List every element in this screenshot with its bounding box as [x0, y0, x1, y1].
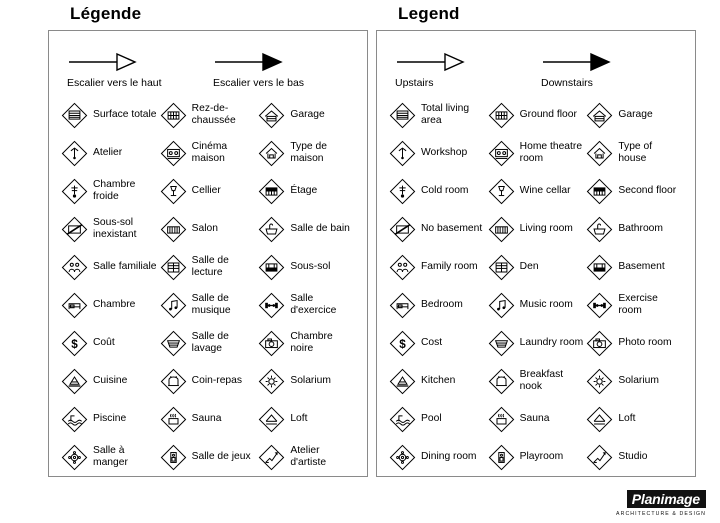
cost-icon	[389, 330, 416, 357]
wine-cellar-icon	[488, 178, 515, 205]
photo-room-icon	[258, 330, 285, 357]
cost-icon	[61, 330, 88, 357]
laundry-room-icon	[488, 330, 515, 357]
legend-item	[586, 135, 683, 171]
cold-room-icon	[389, 178, 416, 205]
laundry-room-icon	[160, 330, 187, 357]
legend-item	[389, 401, 486, 437]
family-room-icon	[61, 254, 88, 281]
basement-icon	[258, 254, 285, 281]
legend-item-label: Second floor	[618, 185, 677, 197]
music-room-icon	[488, 292, 515, 319]
legend-item	[160, 211, 257, 247]
legend-item-label: Cellier	[191, 185, 221, 197]
legend-item-label: Laundry room	[519, 337, 584, 349]
legend-item-label: Type of house	[618, 141, 653, 165]
breakfast-nook-icon	[160, 368, 187, 395]
legend-item	[258, 211, 355, 247]
legend-item	[389, 325, 486, 361]
legend-item	[258, 97, 355, 133]
no-basement-icon	[61, 216, 88, 243]
stairs-up-en	[395, 51, 523, 89]
wine-cellar-icon	[160, 178, 187, 205]
stairs-down-fr	[213, 51, 341, 89]
legend-item	[258, 135, 355, 171]
legend-item	[488, 363, 585, 399]
pool-icon	[61, 406, 88, 433]
legend-item	[258, 401, 355, 437]
legend-item-label: Coût	[93, 337, 115, 349]
legend-item-label: Atelier d'artiste	[290, 445, 327, 469]
type-of-house-icon	[258, 140, 285, 167]
svg-text:$: $	[399, 337, 406, 351]
kitchen-icon	[61, 368, 88, 395]
legend-item-label: Sauna	[519, 413, 550, 425]
legend-item-label: Sous-sol inexistant	[93, 217, 137, 241]
ground-floor-icon	[488, 102, 515, 129]
legend-item-label: Cinéma maison	[191, 141, 228, 165]
legend-item-label: Workshop	[421, 147, 468, 159]
basement-icon	[586, 254, 613, 281]
bedroom-icon	[389, 292, 416, 319]
legend-item-label: Salle de lavage	[191, 331, 229, 355]
photo-room-icon	[586, 330, 613, 357]
stairs-row-fr	[67, 51, 355, 89]
sauna-icon	[160, 406, 187, 433]
family-room-icon	[389, 254, 416, 281]
arrow-outline-up-icon	[395, 51, 523, 75]
legend-item-label: Salon	[191, 223, 218, 235]
legend-item-label: Den	[519, 261, 539, 273]
legend-item-label: Bedroom	[421, 299, 463, 311]
workshop-icon	[61, 140, 88, 167]
loft-icon	[258, 406, 285, 433]
legend-item-label: Exercise room	[618, 293, 658, 317]
legend-item-label: Kitchen	[421, 375, 456, 387]
legend-item	[586, 363, 683, 399]
legend-item	[586, 97, 683, 133]
page-title-en: Legend	[398, 4, 460, 23]
legend-item-label: Cost	[421, 337, 443, 349]
legend-item	[61, 439, 158, 475]
bedroom-icon	[61, 292, 88, 319]
legend-item-label: Salle de musique	[191, 293, 231, 317]
dining-room-icon	[389, 444, 416, 471]
legend-item-label: Solarium	[290, 375, 331, 387]
legend-item	[61, 287, 158, 323]
den-icon	[160, 254, 187, 281]
legend-item-label: Salle de lecture	[191, 255, 229, 279]
legend-item-label: Home theatre room	[519, 141, 583, 165]
legend-item	[488, 439, 585, 475]
legend-item-label: Photo room	[618, 337, 672, 349]
legend-item	[258, 363, 355, 399]
stairs-down-label-fr: Escalier vers le bas	[213, 77, 305, 89]
legend-item-label: Chambre froide	[93, 179, 136, 203]
legend-item	[258, 249, 355, 285]
stairs-up-label-fr: Escalier vers le haut	[67, 77, 162, 89]
legend-item	[160, 97, 257, 133]
legend-item	[586, 173, 683, 209]
studio-icon	[258, 444, 285, 471]
legend-item-label: Loft	[290, 413, 308, 425]
legend-item-label: Surface totale	[93, 109, 157, 121]
legend-item	[160, 173, 257, 209]
legend-item	[61, 135, 158, 171]
legend-item	[160, 363, 257, 399]
legend-item-label: Salle à manger	[93, 445, 128, 469]
kitchen-icon	[389, 368, 416, 395]
legend-item-label: Sauna	[191, 413, 222, 425]
second-floor-icon	[586, 178, 613, 205]
legend-item-label: Basement	[618, 261, 665, 273]
legend-item-label: Coin-repas	[191, 375, 243, 387]
legend-item-label: Garage	[618, 109, 653, 121]
legend-grid-fr	[61, 97, 355, 475]
legend-item-label: Salle de bain	[290, 223, 350, 235]
legend-item	[488, 173, 585, 209]
pool-icon	[389, 406, 416, 433]
legend-item-label: Chambre noire	[290, 331, 333, 355]
legend-item-label: Cuisine	[93, 375, 128, 387]
playroom-icon	[488, 444, 515, 471]
legend-item	[389, 249, 486, 285]
stairs-down-en	[541, 51, 669, 89]
arrow-outline-up-icon	[67, 51, 195, 75]
legend-item	[389, 173, 486, 209]
legend-item	[61, 211, 158, 247]
legend-item	[488, 249, 585, 285]
arrow-solid-down-icon	[541, 51, 669, 75]
legend-item	[160, 325, 257, 361]
legend-item-label: Playroom	[519, 451, 564, 463]
legend-item	[389, 363, 486, 399]
legend-item	[160, 249, 257, 285]
legend-item	[586, 249, 683, 285]
legend-item-label: Atelier	[93, 147, 123, 159]
garage-icon	[258, 102, 285, 129]
legend-item	[488, 401, 585, 437]
music-room-icon	[160, 292, 187, 319]
legend-item	[258, 287, 355, 323]
legend-item	[258, 173, 355, 209]
legend-item-label: Salle de jeux	[191, 451, 251, 463]
brand-logo	[616, 490, 706, 517]
legend-item-label: Étage	[290, 185, 318, 197]
legend-item-label: Music room	[519, 299, 573, 311]
legend-item	[61, 401, 158, 437]
legend-item	[488, 97, 585, 133]
legend-item	[586, 211, 683, 247]
legend-item	[160, 135, 257, 171]
bathroom-icon	[586, 216, 613, 243]
legend-item	[61, 97, 158, 133]
den-icon	[488, 254, 515, 281]
svg-text:$: $	[71, 337, 78, 351]
loft-icon	[586, 406, 613, 433]
legend-item-label: Salle d'exercice	[290, 293, 337, 317]
living-room-icon	[488, 216, 515, 243]
legend-box-fr	[48, 30, 368, 477]
legend-item	[258, 325, 355, 361]
legend-item	[61, 249, 158, 285]
studio-icon	[586, 444, 613, 471]
legend-item-label: Breakfast nook	[519, 369, 564, 393]
legend-item-label: Studio	[618, 451, 648, 463]
legend-item-label: Solarium	[618, 375, 659, 387]
legend-item	[258, 439, 355, 475]
total-living-area-icon	[61, 102, 88, 129]
legend-item	[389, 97, 486, 133]
second-floor-icon	[258, 178, 285, 205]
cold-room-icon	[61, 178, 88, 205]
playroom-icon	[160, 444, 187, 471]
exercise-room-icon	[586, 292, 613, 319]
legend-item	[61, 173, 158, 209]
breakfast-nook-icon	[488, 368, 515, 395]
legend-item	[488, 135, 585, 171]
legend-item	[61, 325, 158, 361]
total-living-area-icon	[389, 102, 416, 129]
ground-floor-icon	[160, 102, 187, 129]
legend-item-label: Bathroom	[618, 223, 663, 235]
exercise-room-icon	[258, 292, 285, 319]
arrow-solid-down-icon	[213, 51, 341, 75]
stairs-down-label-en: Downstairs	[541, 77, 593, 89]
legend-item	[160, 439, 257, 475]
home-theatre-icon	[160, 140, 187, 167]
legend-item	[488, 211, 585, 247]
legend-item	[586, 401, 683, 437]
legend-item	[160, 287, 257, 323]
legend-item-label: Sous-sol	[290, 261, 331, 273]
legend-item-label: Garage	[290, 109, 325, 121]
home-theatre-icon	[488, 140, 515, 167]
legend-item-label: Rez-de-chaussée	[191, 103, 236, 127]
legend-item-label: Chambre	[93, 299, 136, 311]
legend-item-label: Loft	[618, 413, 636, 425]
legend-item	[488, 325, 585, 361]
legend-item-label: Wine cellar	[519, 185, 571, 197]
legend-item-label: No basement	[421, 223, 483, 235]
legend-panel-en	[376, 0, 696, 477]
solarium-icon	[258, 368, 285, 395]
page-title-fr: Légende	[70, 4, 142, 23]
legend-item	[586, 325, 683, 361]
legend-item-label: Cold room	[421, 185, 469, 197]
legend-item	[389, 439, 486, 475]
stairs-row-en	[395, 51, 683, 89]
legend-item-label: Salle familiale	[93, 261, 157, 273]
garage-icon	[586, 102, 613, 129]
sauna-icon	[488, 406, 515, 433]
legend-box-en	[376, 30, 696, 477]
no-basement-icon	[389, 216, 416, 243]
legend-item	[61, 363, 158, 399]
legend-item-label: Pool	[421, 413, 442, 425]
type-of-house-icon	[586, 140, 613, 167]
solarium-icon	[586, 368, 613, 395]
logo-wordmark: Planimage	[627, 490, 706, 508]
legend-item	[586, 287, 683, 323]
legend-item-label: Living room	[519, 223, 573, 235]
legend-item-label: Ground floor	[519, 109, 577, 121]
stairs-up-label-en: Upstairs	[395, 77, 434, 89]
legend-item	[160, 401, 257, 437]
legend-item-label: Family room	[421, 261, 478, 273]
legend-item-label: Piscine	[93, 413, 127, 425]
legend-item-label: Type de maison	[290, 141, 327, 165]
legend-item	[586, 439, 683, 475]
logo-tagline: ARCHITECTURE & DESIGN	[616, 511, 706, 517]
legend-panel-fr	[48, 0, 368, 477]
legend-item	[389, 287, 486, 323]
legend-item	[389, 211, 486, 247]
legend-item	[389, 135, 486, 171]
legend-item-label: Total living area	[421, 103, 470, 127]
legend-item	[488, 287, 585, 323]
dining-room-icon	[61, 444, 88, 471]
stairs-up-fr	[67, 51, 195, 89]
workshop-icon	[389, 140, 416, 167]
living-room-icon	[160, 216, 187, 243]
legend-grid-en	[389, 97, 683, 475]
legend-item-label: Dining room	[421, 451, 477, 463]
bathroom-icon	[258, 216, 285, 243]
